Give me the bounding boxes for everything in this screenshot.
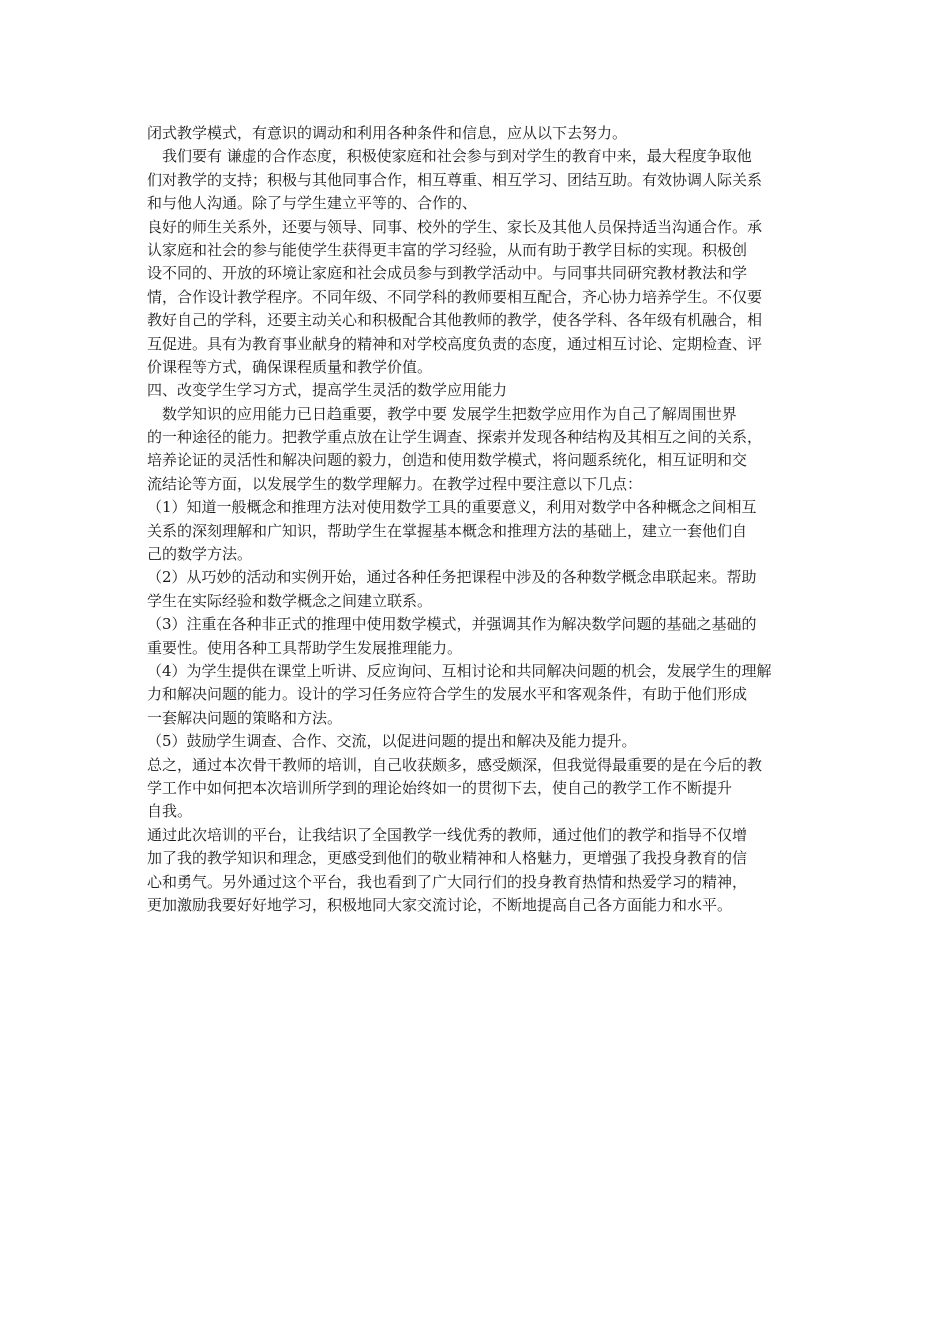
text-line: 学工作中如何把本次培训所学到的理论始终如一的贯彻下去，使自己的教学工作不断提升 xyxy=(147,778,733,797)
text-line: 更加激励我要好好地学习，积极地同大家交流讨论，不断地提高自己各方面能力和水平。 xyxy=(147,895,733,914)
text-line: （3）注重在各种非正式的推理中使用数学模式，并强调其作为解决数学问题的基础之基础的 xyxy=(147,615,757,634)
text-line: （1）知道一般概念和推理方法对使用数学工具的重要意义，利用对数学中各种概念之间相互 xyxy=(147,498,757,517)
text-line: 良好的师生关系外，还要与领导、同事、校外的学生、家长及其他人员保持适当沟通合作。承 xyxy=(147,217,763,236)
text-line: 互促进。具有为教育事业献身的精神和对学校高度负责的态度，通过相互讨论、定期检查、评 xyxy=(147,334,763,353)
text-line: 的一种途径的能力。把教学重点放在让学生调查、探索并发现各种结构及其相互之间的关系， xyxy=(147,428,763,447)
text-line: 力和解决问题的能力。设计的学习任务应符合学生的发展水平和客观条件，有助于他们形成 xyxy=(147,685,748,704)
text-line: 认家庭和社会的参与能使学生获得更丰富的学习经验，从而有助于教学目标的实现。积极创 xyxy=(147,240,748,259)
text-line: 价课程等方式，确保课程质量和教学价值。 xyxy=(147,357,433,376)
document-body xyxy=(147,122,817,917)
text-line: 四、改变学生学习方式，提高学生灵活的数学应用能力 xyxy=(147,381,508,400)
text-line: 学生在实际经验和数学概念之间建立联系。 xyxy=(147,591,433,610)
text-line: （4）为学生提供在课堂上听讲、反应询问、互相讨论和共同解决问题的机会，发展学生的理解 xyxy=(147,661,772,680)
text-line: 我们要有 谦虚的合作态度，积极使家庭和社会参与到对学生的教育中来，最大程度争取他 xyxy=(147,147,752,166)
text-line: 自我。 xyxy=(147,802,193,821)
text-line: 教好自己的学科，还要主动关心和积极配合其他教师的教学，使各学科、各年级有机融合，相 xyxy=(147,311,763,330)
text-line: 总之，通过本次骨干教师的培训，自己收获颇多，感受颇深，但我觉得最重要的是在今后的教 xyxy=(147,755,763,774)
text-line: 设不同的、开放的环境让家庭和社会成员参与到教学活动中。与同事共同研究教材教法和学 xyxy=(147,264,748,283)
text-line: 们对教学的支持；积极与其他同事合作，相互尊重、相互学习、团结互助。有效协调人际关系 xyxy=(147,170,763,189)
text-line: 己的数学方法。 xyxy=(147,545,253,564)
text-line: 通过此次培训的平台，让我结识了全国教学一线优秀的教师，通过他们的教学和指导不仅增 xyxy=(147,825,748,844)
text-line: 重要性。使用各种工具帮助学生发展推理能力。 xyxy=(147,638,463,657)
text-line: 加了我的教学知识和理念，更感受到他们的敬业精神和人格魅力，更增强了我投身教育的信 xyxy=(147,849,748,868)
text-line: 闭式教学模式，有意识的调动和利用各种条件和信息，应从以下去努力。 xyxy=(147,124,628,142)
text-line: 和与他人沟通。除了与学生建立平等的、合作的、 xyxy=(147,194,478,213)
text-line: 心和勇气。另外通过这个平台，我也看到了广大同行们的投身教育热情和热爱学习的精神， xyxy=(147,872,748,891)
text-line: （2）从巧妙的活动和实例开始，通过各种任务把课程中涉及的各种数学概念串联起来。帮助 xyxy=(147,568,757,587)
text-line: （5）鼓励学生调查、合作、交流，以促进问题的提出和解决及能力提升。 xyxy=(147,732,637,751)
text-line: 数学知识的应用能力已日趋重要，教学中要 发展学生把数学应用作为自己了解周围世界 xyxy=(147,404,737,423)
text-line: 情，合作设计教学程序。不同年级、不同学科的教师要相互配合，齐心协力培养学生。不仅要 xyxy=(147,287,763,306)
text-line: 一套解决问题的策略和方法。 xyxy=(147,708,343,727)
text-line: 流结论等方面，以发展学生的数学理解力。在教学过程中要注意以下几点： xyxy=(147,474,643,493)
text-line: 关系的深刻理解和广知识，帮助学生在掌握基本概念和推理方法的基础上，建立一套他们自 xyxy=(147,521,748,540)
text-line: 培养论证的灵活性和解决问题的毅力，创造和使用数学模式，将问题系统化，相互证明和交 xyxy=(147,451,748,470)
